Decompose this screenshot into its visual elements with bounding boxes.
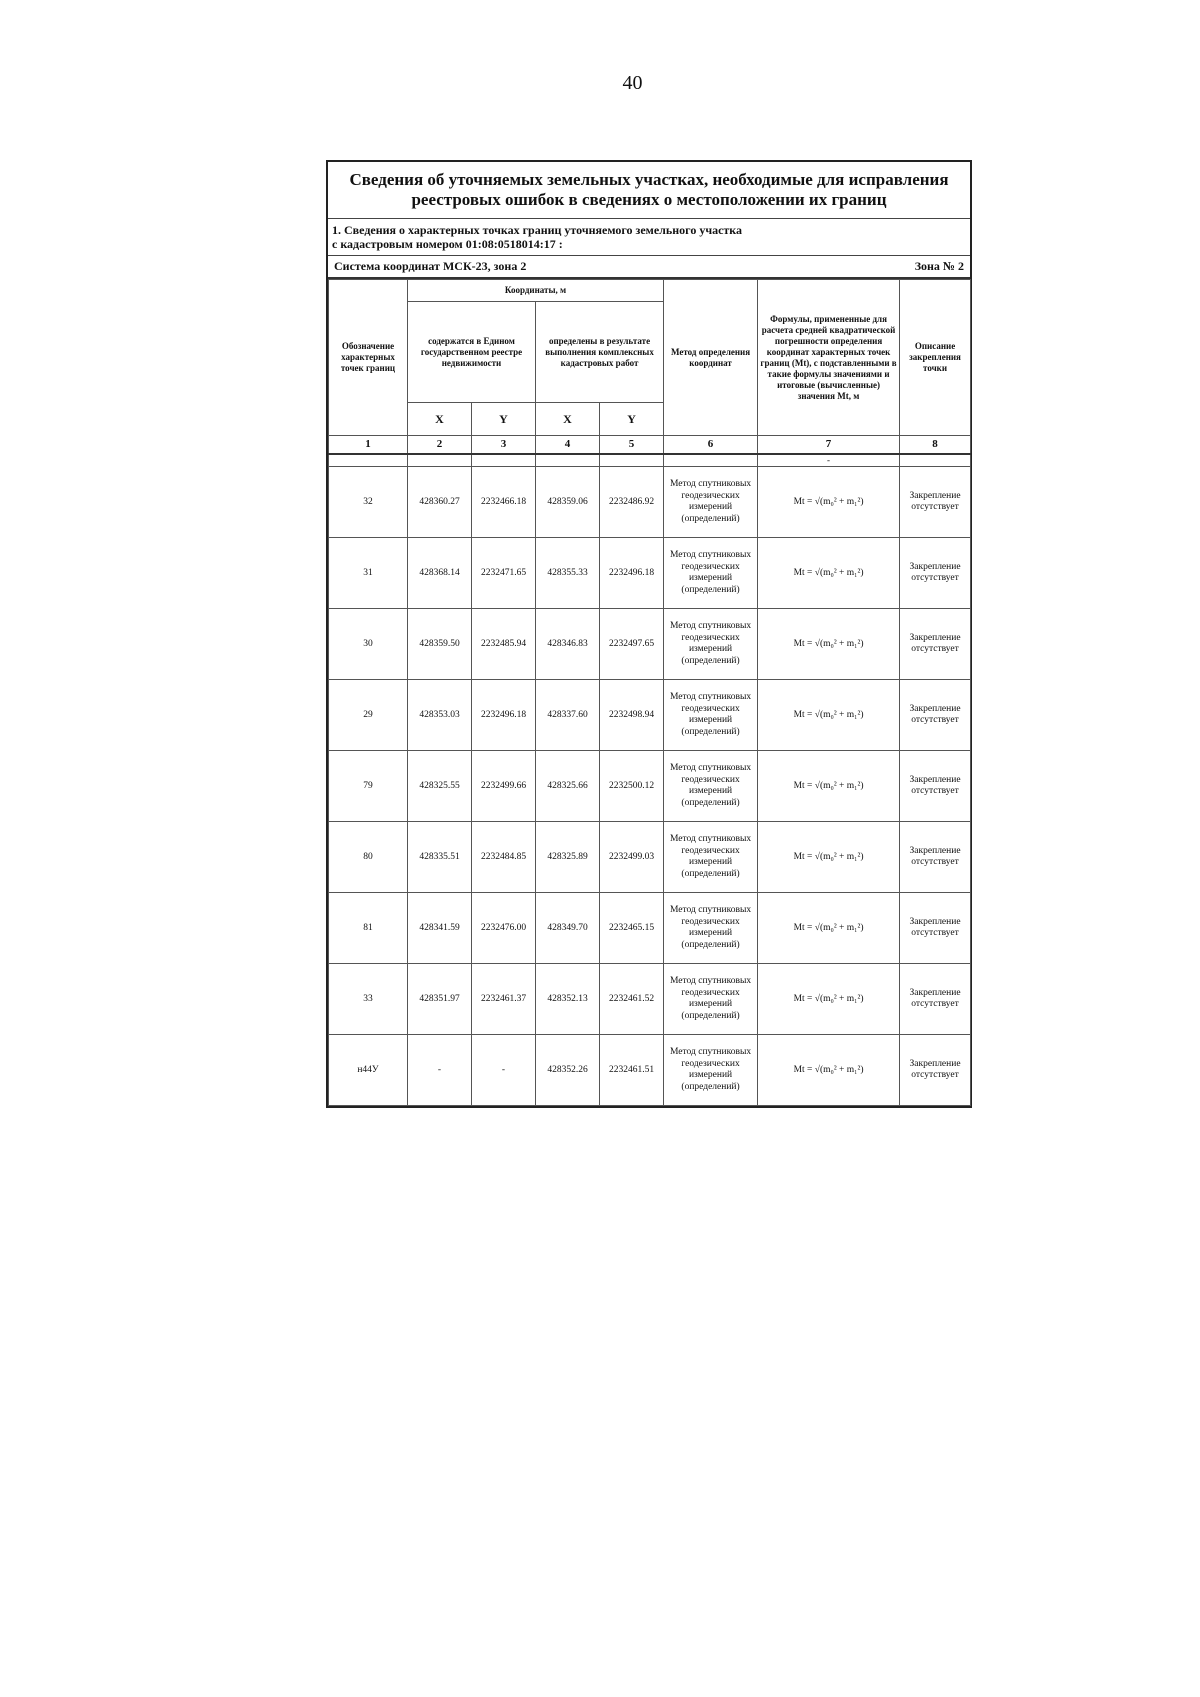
table-row: [329, 1035, 971, 1106]
table-row: [329, 893, 971, 964]
method-cell: Метод спутниковых геодезических измерений (определений): [664, 467, 758, 538]
description-cell: Закрепление отсутствует: [900, 964, 971, 1035]
y-kkr-cell: 2232499.03: [600, 822, 664, 893]
description-cell: Закрепление отсутствует: [900, 609, 971, 680]
x-kkr-cell: 428352.13: [536, 964, 600, 1035]
section-line-1: 1. Сведения о характерных точках границ уточняемого земельного участка: [332, 223, 743, 237]
y-egrn-cell: 2232484.85: [472, 822, 536, 893]
table-row: [329, 538, 971, 609]
header-egrn: содержатся в Едином государственном реестре недвижимости: [408, 302, 536, 403]
x-kkr-cell: 428349.70: [536, 893, 600, 964]
x-egrn-cell: 428359.50: [408, 609, 472, 680]
x-kkr-cell: 428337.60: [536, 680, 600, 751]
method-cell: Метод спутниковых геодезических измерений (определений): [664, 1035, 758, 1106]
point-cell: 79: [329, 751, 408, 822]
formula-cell: Mt = √(m₀² + m₁²): [758, 609, 900, 680]
description-cell: Закрепление отсутствует: [900, 680, 971, 751]
formula-cell: Mt = √(m₀² + m₁²): [758, 680, 900, 751]
x-kkr-cell: 428325.89: [536, 822, 600, 893]
zone-label: Зона № 2: [914, 259, 964, 273]
y-egrn-cell: 2232466.18: [472, 467, 536, 538]
y-egrn-cell: 2232485.94: [472, 609, 536, 680]
description-cell: Закрепление отсутствует: [900, 893, 971, 964]
column-number: 6: [664, 436, 758, 455]
x-egrn-cell: 428368.14: [408, 538, 472, 609]
document-title: [328, 162, 970, 219]
column-number: 5: [600, 436, 664, 455]
formula-cell: Mt = √(m₀² + m₁²): [758, 822, 900, 893]
y-kkr-cell: 2232461.51: [600, 1035, 664, 1106]
header-kkr: определены в результате выполнения комплексных кадастровых работ: [536, 302, 664, 403]
column-number: 1: [329, 436, 408, 455]
y-kkr-cell: 2232500.12: [600, 751, 664, 822]
description-cell: Закрепление отсутствует: [900, 467, 971, 538]
description-cell: Закрепление отсутствует: [900, 822, 971, 893]
point-cell: 30: [329, 609, 408, 680]
method-cell: Метод спутниковых геодезических измерений (определений): [664, 822, 758, 893]
x-egrn-cell: 428335.51: [408, 822, 472, 893]
section-heading: [328, 219, 970, 256]
formula-cell: Mt = √(m₀² + m₁²): [758, 467, 900, 538]
point-cell: 33: [329, 964, 408, 1035]
table-row: [329, 964, 971, 1035]
x-kkr-cell: 428359.06: [536, 467, 600, 538]
formula-cell: Mt = √(m₀² + m₁²): [758, 538, 900, 609]
table-row: [329, 751, 971, 822]
method-cell: Метод спутниковых геодезических измерений (определений): [664, 680, 758, 751]
y-kkr-cell: 2232465.15: [600, 893, 664, 964]
header-coordinates: Координаты, м: [408, 280, 664, 302]
header-description: Описание закрепления точки: [900, 280, 971, 436]
header-x-kkr: X: [536, 403, 600, 436]
method-cell: Метод спутниковых геодезических измерений (определений): [664, 609, 758, 680]
document-table-block: [326, 160, 972, 1108]
title-line-2: реестровых ошибок в сведениях о местоположении их границ: [411, 190, 887, 209]
header-x-egrn: X: [408, 403, 472, 436]
x-egrn-cell: 428351.97: [408, 964, 472, 1035]
page-number: 40: [622, 72, 643, 94]
point-cell: 29: [329, 680, 408, 751]
method-cell: Метод спутниковых геодезических измерений (определений): [664, 893, 758, 964]
formula-cell: Mt = √(m₀² + m₁²): [758, 964, 900, 1035]
formula-cell: Mt = √(m₀² + m₁²): [758, 893, 900, 964]
point-cell: 80: [329, 822, 408, 893]
method-cell: Метод спутниковых геодезических измерений (определений): [664, 964, 758, 1035]
table-row: [329, 609, 971, 680]
description-cell: Закрепление отсутствует: [900, 751, 971, 822]
point-cell: н44У: [329, 1035, 408, 1106]
coordinate-system: Система координат МСК-23, зона 2: [334, 259, 527, 273]
x-kkr-cell: 428325.66: [536, 751, 600, 822]
y-egrn-cell: 2232471.65: [472, 538, 536, 609]
x-egrn-cell: 428341.59: [408, 893, 472, 964]
y-kkr-cell: 2232498.94: [600, 680, 664, 751]
table-row: [329, 822, 971, 893]
y-kkr-cell: 2232496.18: [600, 538, 664, 609]
x-egrn-cell: 428353.03: [408, 680, 472, 751]
x-kkr-cell: 428346.83: [536, 609, 600, 680]
description-cell: Закрепление отсутствует: [900, 1035, 971, 1106]
header-method: Метод определения координат: [664, 280, 758, 436]
blank-row: [329, 454, 971, 467]
y-egrn-cell: -: [472, 1035, 536, 1106]
section-line-2: с кадастровым номером 01:08:0518014:17 :: [332, 237, 563, 251]
formula-cell: Mt = √(m₀² + m₁²): [758, 751, 900, 822]
header-y-kkr: Y: [600, 403, 664, 436]
column-number: 4: [536, 436, 600, 455]
y-kkr-cell: 2232486.92: [600, 467, 664, 538]
title-line-1: Сведения об уточняемых земельных участках, необходимые для исправления: [349, 170, 949, 189]
x-egrn-cell: -: [408, 1035, 472, 1106]
y-egrn-cell: 2232476.00: [472, 893, 536, 964]
header-point: Обозначение характерных точек границ: [329, 280, 408, 436]
y-kkr-cell: 2232461.52: [600, 964, 664, 1035]
points-table: [328, 279, 971, 1106]
point-cell: 31: [329, 538, 408, 609]
method-cell: Метод спутниковых геодезических измерений (определений): [664, 751, 758, 822]
x-egrn-cell: 428360.27: [408, 467, 472, 538]
column-number: 8: [900, 436, 971, 455]
description-cell: Закрепление отсутствует: [900, 538, 971, 609]
coordinate-system-row: [328, 256, 970, 279]
x-kkr-cell: 428355.33: [536, 538, 600, 609]
table-row: [329, 680, 971, 751]
header-y-egrn: Y: [472, 403, 536, 436]
y-egrn-cell: 2232496.18: [472, 680, 536, 751]
blank-mark: -: [758, 454, 900, 467]
y-kkr-cell: 2232497.65: [600, 609, 664, 680]
x-kkr-cell: 428352.26: [536, 1035, 600, 1106]
y-egrn-cell: 2232461.37: [472, 964, 536, 1035]
column-number: 3: [472, 436, 536, 455]
column-number: 7: [758, 436, 900, 455]
column-number: 2: [408, 436, 472, 455]
formula-cell: Mt = √(m₀² + m₁²): [758, 1035, 900, 1106]
y-egrn-cell: 2232499.66: [472, 751, 536, 822]
table-row: [329, 467, 971, 538]
method-cell: Метод спутниковых геодезических измерений (определений): [664, 538, 758, 609]
x-egrn-cell: 428325.55: [408, 751, 472, 822]
point-cell: 32: [329, 467, 408, 538]
header-formula: Формулы, примененные для расчета средней квадратической погрешности определения координат характерных точек границ (Mt), с подставленными в такие формулы значениями и итоговые (вычисленные) значения Mt, м: [758, 280, 900, 436]
point-cell: 81: [329, 893, 408, 964]
